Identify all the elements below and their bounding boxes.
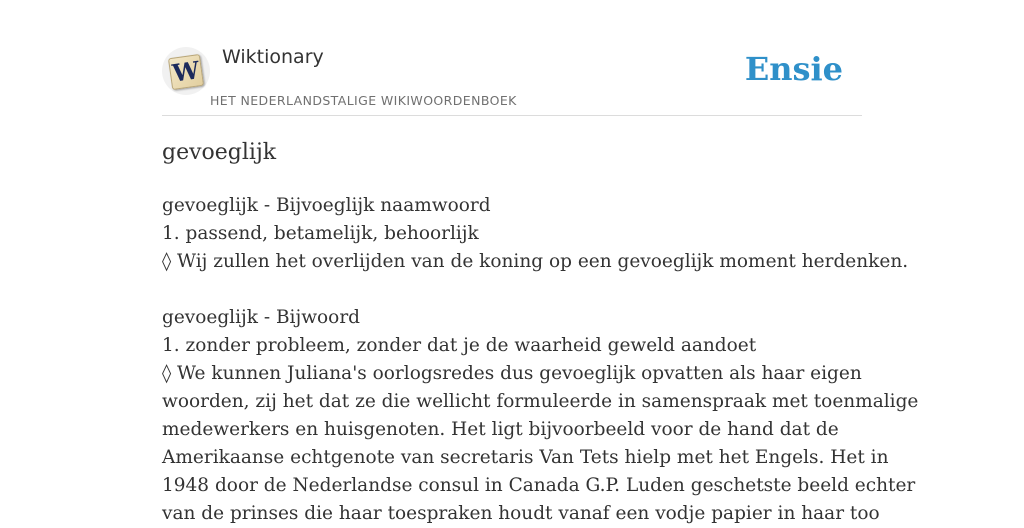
entry-definition: 1. passend, betamelijk, behoorlijk xyxy=(162,223,479,244)
wiktionary-logo[interactable] xyxy=(162,47,210,95)
header xyxy=(162,0,862,116)
entry-definition: 1. zonder probleem, zonder dat je de waarheid geweld aandoet xyxy=(162,335,757,356)
entry-example-line: van de prinses die haar toespraken houdt vanaf een vodje papier in haar too xyxy=(162,503,880,524)
entry-example-line: Amerikaanse echtgenote van secretaris Van Tets hielp met het Engels. Het in xyxy=(162,447,889,468)
entry-content xyxy=(162,192,919,528)
entry-adverb xyxy=(162,304,919,528)
entry-spacer xyxy=(162,276,862,304)
entry-example-line: ◊ Wij zullen het overlijden van de koning op een gevoeglijk moment herdenken. xyxy=(162,251,909,272)
site-tagline: HET NEDERLANDSTALIGE WIKIWOORDENBOEK xyxy=(210,93,517,108)
entry-example-line: 1948 door de Nederlandse consul in Canada G.P. Luden geschetste beeld echter xyxy=(162,475,916,496)
ensie-logo-link[interactable]: Ensie xyxy=(744,50,843,88)
entry-adjective xyxy=(162,192,909,276)
entry-example-line: woorden, zij het dat ze die wellicht formuleerde in samenspraak met toenmalige xyxy=(162,391,919,412)
entry-heading: gevoeglijk - Bijvoeglijk naamwoord xyxy=(162,195,491,216)
page-title: gevoeglijk xyxy=(162,140,277,165)
site-name[interactable]: Wiktionary xyxy=(222,46,324,68)
page xyxy=(162,0,919,524)
entry-heading: gevoeglijk - Bijwoord xyxy=(162,307,361,328)
wiktionary-w-tile-icon: W xyxy=(168,54,204,90)
entry-example-line: medewerkers en huisgenoten. Het ligt bijvoorbeeld voor de hand dat de xyxy=(162,419,839,440)
entry-example-line: ◊ We kunnen Juliana's oorlogsredes dus gevoeglijk opvatten als haar eigen xyxy=(162,363,862,384)
